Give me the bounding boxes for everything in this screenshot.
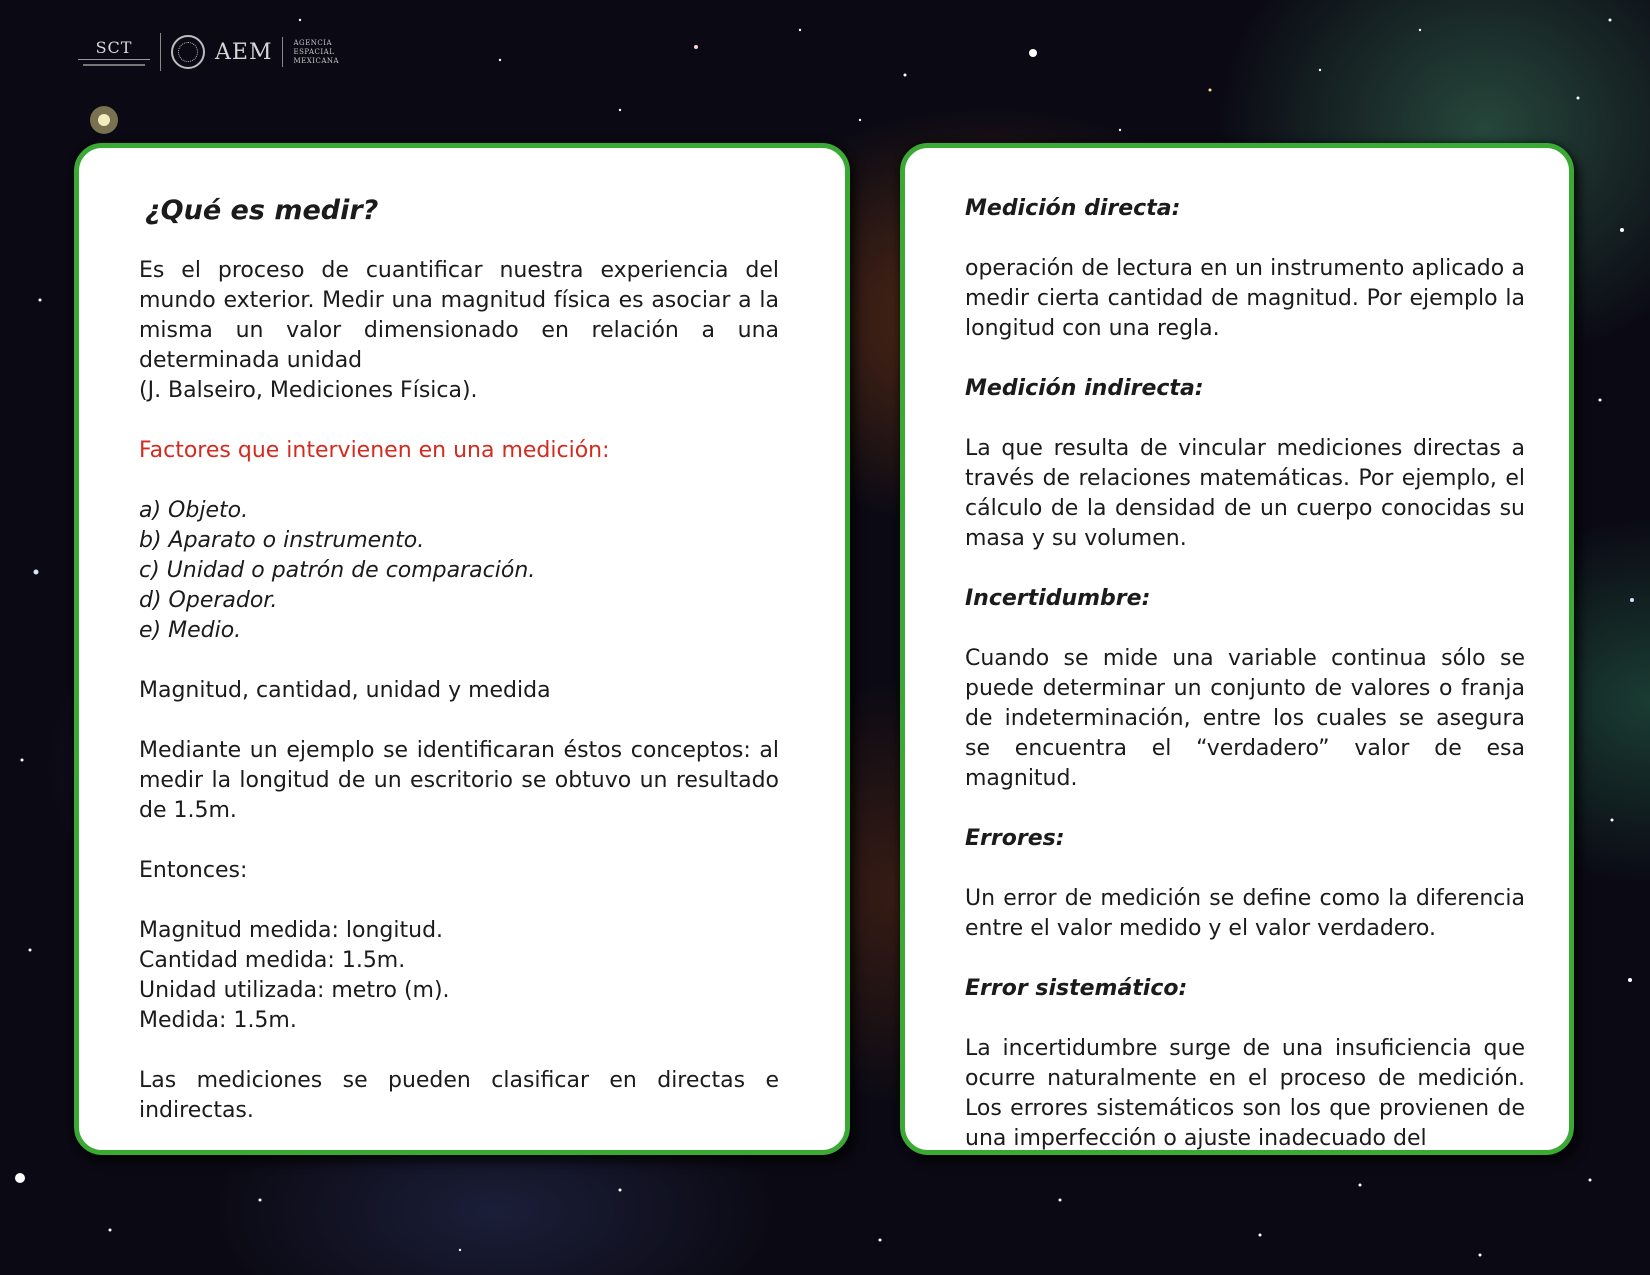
list-item: Medida: 1.5m. bbox=[139, 1008, 297, 1033]
section-heading-systematic-error: Error sistemático: bbox=[965, 976, 1188, 1001]
list-item: c) Unidad o patrón de comparación. bbox=[139, 558, 536, 583]
then-text: Entonces: bbox=[139, 858, 248, 883]
concepts-heading: Magnitud, cantidad, unidad y medida bbox=[139, 678, 551, 703]
list-item: b) Aparato o instrumento. bbox=[139, 528, 425, 553]
aem-logo-text: AEM bbox=[215, 39, 273, 65]
section-heading-uncertainty: Incertidumbre: bbox=[965, 586, 1151, 611]
logo-bar bbox=[78, 30, 339, 74]
sct-logo-text: SCT bbox=[95, 38, 133, 57]
agency-line-2: ESPACIAL bbox=[293, 47, 335, 56]
section-body-direct: operación de lectura en un instrumento aplicado a medir cierta cantidad de magnitud. Por ejemplo la longitud con una regla. bbox=[965, 256, 1525, 341]
section-heading-indirect: Medición indirecta: bbox=[965, 376, 1204, 401]
section-body-uncertainty: Cuando se mide una variable continua sólo se puede determinar un conjunto de valores o franja de indeterminación, entre los cuales se asegura se encuentra el “verdadero” valor de esa magnitud. bbox=[965, 646, 1525, 791]
example-text: Mediante un ejemplo se identificaran éstos conceptos: al medir la longitud de un escritorio se obtuvo un resultado de 1.5m. bbox=[139, 738, 779, 823]
section-heading-errors: Errores: bbox=[965, 826, 1065, 851]
sct-logo bbox=[78, 38, 150, 66]
classification-text: Las mediciones se pueden clasificar en directas e indirectas. bbox=[139, 1068, 779, 1123]
logo-divider-2 bbox=[282, 37, 283, 67]
agency-name bbox=[293, 39, 339, 66]
logo-divider bbox=[160, 33, 161, 71]
left-card bbox=[74, 143, 850, 1155]
list-item: d) Operador. bbox=[139, 588, 278, 613]
section-body-systematic-error: La incertidumbre surge de una insuficiencia que ocurre naturalmente en el proceso de medición. Los errores sistemáticos son los que provienen de una imperfección o ajuste inadecuado del bbox=[965, 1036, 1525, 1151]
agency-line-3: MEXICANA bbox=[293, 56, 340, 65]
citation-text: (J. Balseiro, Mediciones Física). bbox=[139, 378, 478, 403]
sct-logo-rule bbox=[78, 59, 150, 60]
page-title: ¿Qué es medir? bbox=[145, 195, 379, 226]
factors-list bbox=[139, 496, 779, 646]
list-item: Magnitud medida: longitud. bbox=[139, 918, 444, 943]
right-card-content bbox=[965, 194, 1525, 1155]
left-card-content bbox=[139, 194, 779, 1155]
section-body-errors: Un error de medición se define como la diferencia entre el valor medido y el valor verdadero. bbox=[965, 886, 1525, 941]
section-body-indirect: La que resulta de vincular mediciones directas a través de relaciones matemáticas. Por ejemplo, el cálculo de la densidad de un cuerpo conocidas su masa y su volumen. bbox=[965, 436, 1525, 551]
results-list bbox=[139, 916, 779, 1036]
list-item: Cantidad medida: 1.5m. bbox=[139, 948, 406, 973]
list-item: e) Medio. bbox=[139, 618, 242, 643]
section-heading-direct: Medición directa: bbox=[965, 196, 1181, 221]
definition-text: Es el proceso de cuantificar nuestra experiencia del mundo exterior. Medir una magnitud física es asociar a la misma un valor dimensionado en relación a una determinada unidad bbox=[139, 258, 779, 373]
list-item: a) Objeto. bbox=[139, 498, 249, 523]
list-item: Unidad utilizada: metro (m). bbox=[139, 978, 450, 1003]
sct-logo-subtext bbox=[83, 64, 145, 66]
factors-heading: Factores que intervienen en una medición: bbox=[139, 438, 610, 463]
right-card bbox=[900, 143, 1574, 1155]
national-seal-icon bbox=[171, 35, 205, 69]
agency-line-1: AGENCIA bbox=[293, 38, 333, 47]
